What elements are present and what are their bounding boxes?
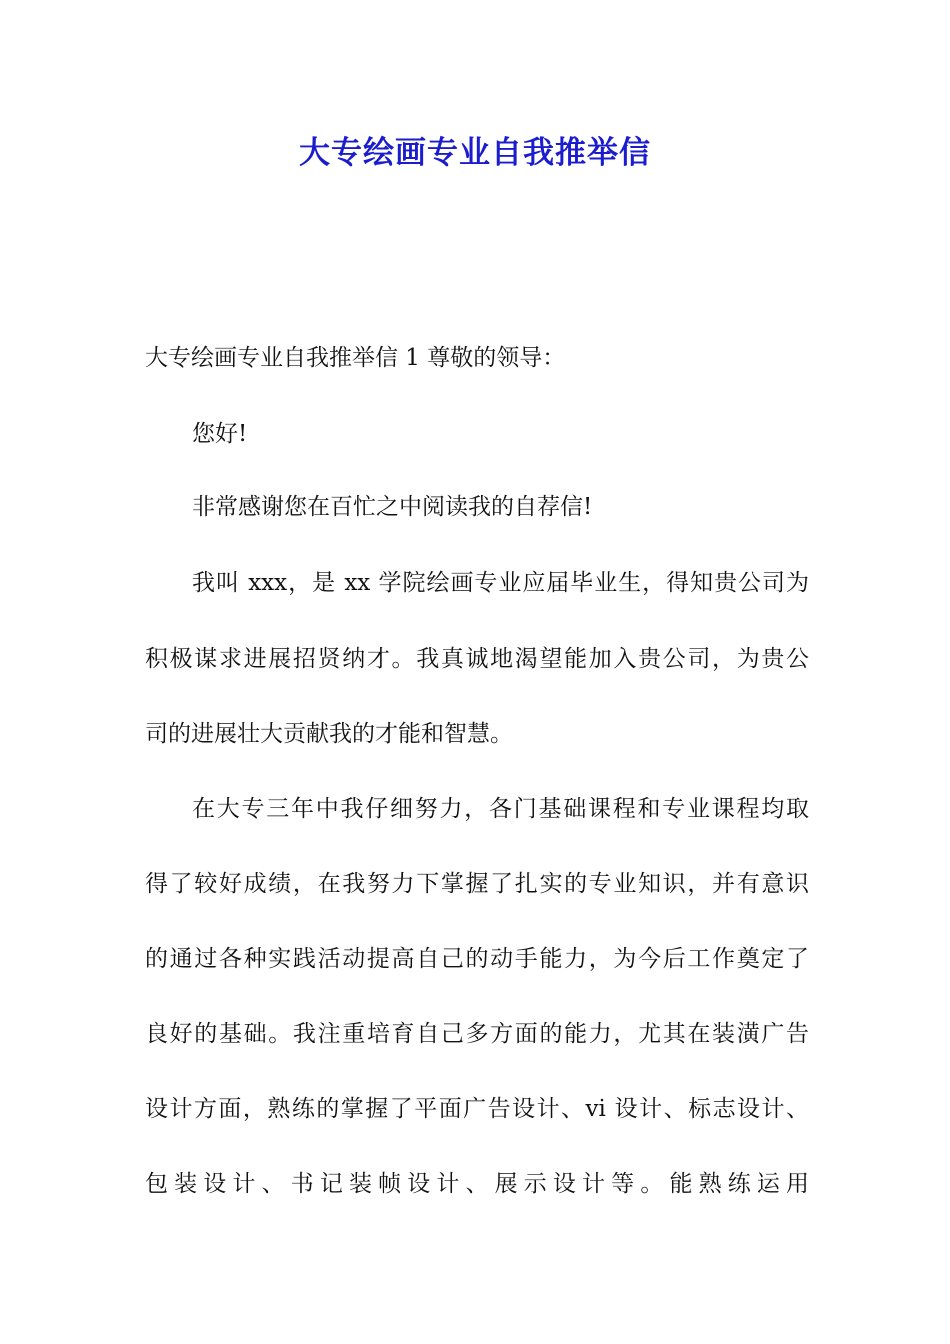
paragraph-line: 积极谋求进展招贤纳才。我真诚地渴望能加入贵公司，为贵公 [145,646,809,672]
paragraph-line: 良好的基础。我注重培育自己多方面的能力，尤其在装潢广告 [145,1021,809,1047]
paragraph-line: 我叫 xxx，是 xx 学院绘画专业应届毕业生，得知贵公司为 [192,570,809,596]
greeting-line: 您好! [192,421,248,447]
thanks-line: 非常感谢您在百忙之中阅读我的自荐信! [192,494,593,520]
salutation-line: 大专绘画专业自我推举信 1 尊敬的领导： [145,345,566,371]
document-title: 大专绘画专业自我推举信 [299,135,651,171]
paragraph-line: 包装设计、书记装帧设计、展示设计等。能熟练运用 [145,1171,809,1197]
paragraph-line: 在大专三年中我仔细努力，各门基础课程和专业课程均取 [192,796,809,822]
paragraph-line: 司的进展壮大贡献我的才能和智慧。 [145,721,513,747]
paragraph-line: 设计方面，熟练的掌握了平面广告设计、vi 设计、标志设计、 [145,1096,809,1122]
paragraph-line: 的通过各种实践活动提高自己的动手能力，为今后工作奠定了 [145,946,809,972]
paragraph-line: 得了较好成绩，在我努力下掌握了扎实的专业知识，并有意识 [145,871,809,897]
